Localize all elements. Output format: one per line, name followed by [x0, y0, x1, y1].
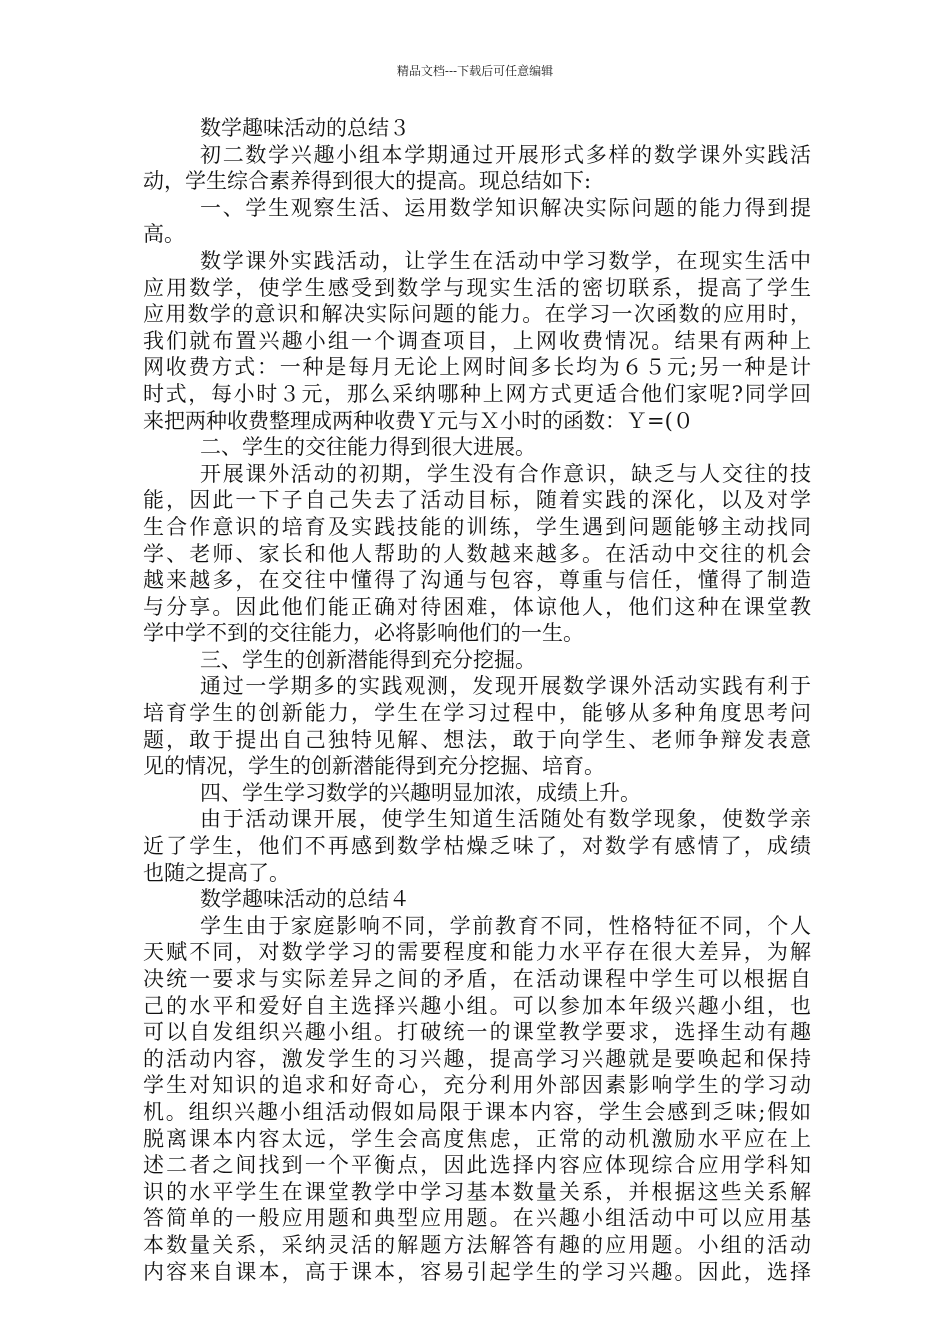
text-line: 开展课外活动的初期，学生没有合作意识，缺乏与人交往的技	[200, 461, 811, 486]
text-line: 本数量关系，采纳灵活的解题方法解答有趣的应用题。小组的活动	[143, 1232, 811, 1257]
text-line: 答简单的一般应用题和典型应用题。在兴趣小组活动中可以应用基	[143, 1206, 811, 1231]
text-line: 由于活动课开展，使学生知道生活随处有数学现象，使数学亲	[200, 807, 811, 832]
text-line: 己的水平和爱好自主选择兴趣小组。可以参加本年级兴趣小组，也	[143, 993, 811, 1018]
text-line: 时式，每小时３元，那么采纳哪种上网方式更适合他们家呢?同学回	[143, 381, 811, 406]
paragraph	[143, 886, 811, 913]
text-line: 识的水平学生在课堂教学中学习基本数量关系，并根据这些关系解	[143, 1179, 811, 1204]
text-line: 见的情况，学生的创新潜能得到充分挖掘、培育。	[143, 754, 605, 779]
paragraph	[143, 780, 811, 807]
text-line: 通过一学期多的实践观测，发现开展数学课外活动实践有利于	[200, 674, 811, 699]
text-line: 生合作意识的培育及实践技能的训练，学生遇到问题能够主动找同	[143, 514, 811, 539]
text-line: 一、学生观察生活、运用数学知识解决实际问题的能力得到提	[200, 195, 811, 220]
text-line: 学生对知识的追求和好奇心，充分利用外部因素影响学生的学习动	[143, 1073, 811, 1098]
paragraph	[143, 647, 811, 674]
text-line: 越来越多，在交往中懂得了沟通与包容，尊重与信任，懂得了制造	[143, 568, 811, 593]
paragraph	[143, 248, 811, 434]
paragraph	[143, 115, 811, 142]
text-line: 应用数学，使学生感受到数学与现实生活的密切联系，提高了学生	[143, 275, 811, 300]
text-line: 数学趣味活动的总结３	[200, 116, 410, 140]
text-line: 应用数学的意识和解决实际问题的能力。在学习一次函数的应用时，	[143, 302, 811, 327]
text-line: 也随之提高了。	[143, 860, 290, 885]
text-line: 网收费方式：一种是每月无论上网时间多长均为６５元;另一种是计	[143, 355, 811, 380]
text-line: 初二数学兴趣小组本学期通过开展形式多样的数学课外实践活	[200, 142, 811, 167]
text-line: 三、学生的创新潜能得到充分挖掘。	[200, 647, 536, 672]
paragraph	[143, 806, 811, 886]
paragraph	[143, 913, 811, 1285]
text-line: 内容来自课本，高于课本，容易引起学生的学习兴趣。因此，选择	[143, 1259, 811, 1284]
text-line: 机。组织兴趣小组活动假如局限于课本内容，学生会感到乏味;假如	[143, 1099, 811, 1124]
text-line: 脱离课本内容太远，学生会高度焦虑，正常的动机激励水平应在上	[143, 1126, 811, 1151]
text-line: 四、学生学习数学的兴趣明显加浓，成绩上升。	[200, 780, 641, 805]
text-line: 的活动内容，激发学生的习兴趣，提高学习兴趣就是要唤起和保持	[143, 1046, 811, 1071]
page-header: 精品文档---下载后可任意编辑	[396, 64, 554, 78]
paragraph	[143, 195, 811, 248]
text-line: 述二者之间找到一个平衡点，因此选择内容应体现综合应用学科知	[143, 1153, 811, 1178]
paragraph	[143, 461, 811, 647]
text-line: 动，学生综合素养得到很大的提高。现总结如下:	[143, 169, 592, 194]
text-line: 我们就布置兴趣小组一个调查项目，上网收费情况。结果有两种上	[143, 328, 811, 353]
text-line: 高。	[143, 222, 185, 247]
document-body	[143, 115, 811, 1285]
text-line: 近了学生，他们不再感到数学枯燥乏味了，对数学有感情了，成绩	[143, 834, 811, 859]
text-line: 题，敢于提出自己独特见解、想法，敢于向学生、老师争辩发表意	[143, 727, 811, 752]
paragraph	[143, 673, 811, 779]
text-line: 天赋不同，对数学学习的需要程度和能力水平存在很大差异，为解	[143, 940, 811, 965]
paragraph	[143, 434, 811, 461]
text-line: 可以自发组织兴趣小组。打破统一的课堂教学要求，选择生动有趣	[143, 1020, 811, 1045]
text-line: 培育学生的创新能力，学生在学习过程中，能够从多种角度思考问	[143, 701, 811, 726]
text-line: 学生由于家庭影响不同，学前教育不同，性格特征不同，个人	[200, 913, 811, 938]
text-line: 能，因此一下子自己失去了活动目标，随着实践的深化，以及对学	[143, 488, 811, 513]
text-line: 决统一要求与实际差异之间的矛盾，在活动课程中学生可以根据自	[143, 967, 811, 991]
text-line: 来把两种收费整理成两种收费Ｙ元与Ｘ小时的函数：Ｙ=(０	[143, 408, 694, 433]
text-line: 学、老师、家长和他人帮助的人数越来越多。在活动中交往的机会	[143, 541, 811, 566]
text-line: 学中学不到的交往能力，必将影响他们的一生。	[143, 621, 584, 646]
text-line: 与分享。因此他们能正确对待困难，体谅他人，他们这种在课堂教	[143, 594, 811, 619]
paragraph	[143, 142, 811, 195]
text-line: 二、学生的交往能力得到很大进展。	[200, 435, 536, 460]
text-line: 数学趣味活动的总结４	[200, 887, 410, 912]
text-line: 数学课外实践活动，让学生在活动中学习数学，在现实生活中	[200, 248, 811, 273]
